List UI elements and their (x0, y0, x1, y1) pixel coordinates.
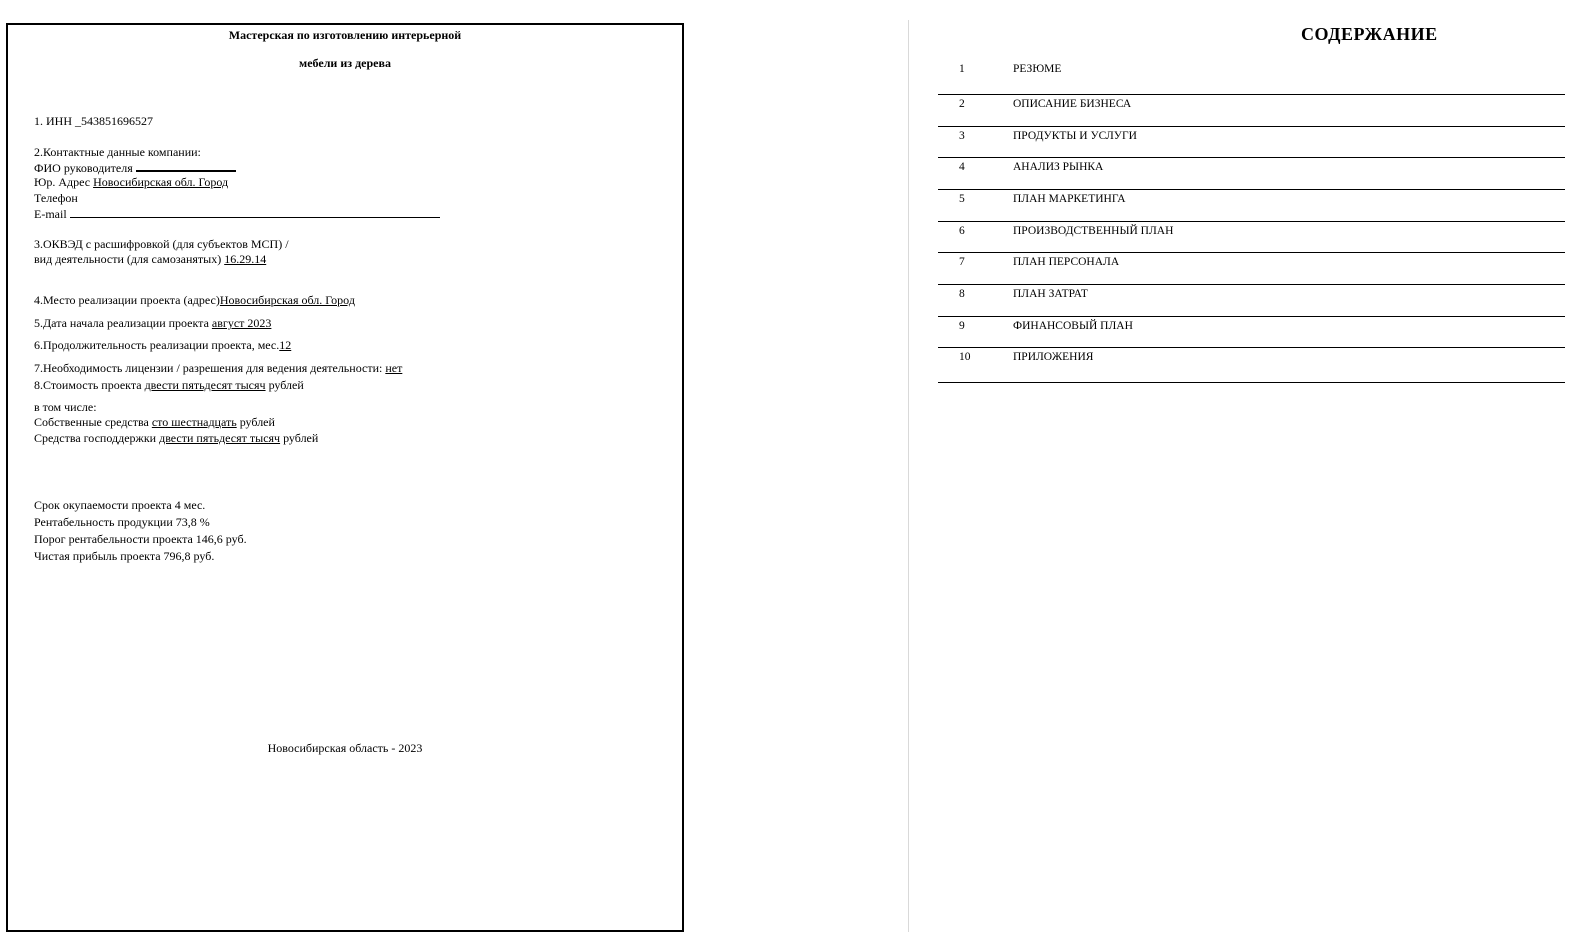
toc-row-label: ПЛАН ПЕРСОНАЛА (1013, 256, 1120, 268)
toc-row (938, 348, 1565, 383)
start-date-label: 5.Дата начала реализации проекта (34, 316, 212, 330)
own-funds-line (34, 415, 275, 430)
cost-suffix: рублей (265, 378, 304, 392)
toc-table (938, 60, 1565, 383)
toc-heading: СОДЕРЖАНИЕ (1301, 24, 1438, 44)
toc-row-number: 1 (959, 63, 965, 75)
toc-row-label: ПРОДУКТЫ И УСЛУГИ (1013, 130, 1137, 142)
state-funds-label: Средства господдержки (34, 431, 160, 445)
toc-row-label: ПЛАН ЗАТРАТ (1013, 288, 1088, 300)
okved-line1: 3.ОКВЭД с расшифровкой (для субъектов МСП) / (34, 237, 289, 251)
license-line (34, 361, 402, 376)
toc-row (938, 285, 1565, 317)
toc-row-label: ПРОИЗВОДСТВЕННЫЙ ПЛАН (1013, 225, 1174, 237)
toc-row (938, 60, 1565, 95)
toc-row (938, 127, 1565, 158)
payback-line: Срок окупаемости проекта 4 мес. (34, 498, 206, 512)
inn-value: _543851696527 (75, 114, 153, 128)
cover-footer: Новосибирская область - 2023 (267, 741, 423, 755)
start-date-line (34, 316, 271, 331)
toc-row (938, 158, 1565, 190)
toc-row-number: 9 (959, 320, 965, 332)
toc-row-number: 2 (959, 98, 965, 110)
toc-row-label: ОПИСАНИЕ БИЗНЕСА (1013, 98, 1132, 110)
state-funds-suffix: рублей (280, 431, 319, 445)
address-value: Новосибирская обл. Город (93, 175, 229, 189)
okved-value: 16.29.14 (224, 252, 267, 266)
toc-row (938, 317, 1565, 348)
cost-value: двести пятьдесят тысяч (144, 378, 266, 392)
okved-line2 (34, 252, 266, 267)
toc-row-number: 6 (959, 225, 965, 237)
own-funds-value: сто шестнадцать (151, 415, 237, 429)
inn-line (34, 114, 153, 129)
profitability-line: Рентабельность продукции 73,8 % (34, 515, 210, 529)
toc-page (909, 0, 1587, 944)
cost-label: 8.Стоимость проекта (34, 378, 145, 392)
own-funds-suffix: рублей (236, 415, 275, 429)
net-profit-line: Чистая прибыль проекта 796,8 руб. (34, 549, 215, 563)
contact-header: 2.Контактные данные компании: (34, 145, 201, 159)
including-header: в том числе: (34, 400, 97, 414)
license-label: 7.Необходимость лицензии / разрешения для ведения деятельности: (34, 361, 386, 375)
phone-line: Телефон (34, 191, 78, 205)
fio-label: ФИО руководителя (34, 161, 136, 175)
duration-label: 6.Продолжительность реализации проекта, мес. (34, 338, 280, 352)
toc-row-label: РЕЗЮМЕ (1013, 63, 1062, 75)
address-line (34, 175, 228, 190)
duration-line (34, 338, 291, 353)
inn-label: 1. ИНН (34, 114, 75, 128)
toc-row-number: 10 (959, 351, 971, 363)
toc-row-label: ПЛАН МАРКЕТИНГА (1013, 193, 1126, 205)
own-funds-label: Собственные средства (34, 415, 152, 429)
state-funds-line (34, 431, 318, 446)
fio-line (34, 160, 236, 176)
email-blank-field (70, 206, 440, 218)
threshold-line: Порог рентабельности проекта 146,6 руб. (34, 532, 247, 546)
toc-row-label: ФИНАНСОВЫЙ ПЛАН (1013, 320, 1133, 332)
location-line (34, 293, 355, 308)
email-line (34, 206, 440, 222)
email-label: E-mail (34, 207, 70, 221)
fio-blank-field (136, 160, 236, 172)
toc-row-number: 7 (959, 256, 965, 268)
toc-row-number: 3 (959, 130, 965, 142)
start-date-value: август 2023 (211, 316, 272, 330)
license-value: нет (385, 361, 403, 375)
toc-row (938, 95, 1565, 127)
toc-row (938, 253, 1565, 285)
document-title-line2: мебели из дерева (299, 56, 391, 70)
toc-row-number: 8 (959, 288, 965, 300)
cost-line (34, 378, 304, 393)
duration-value: 12 (279, 338, 292, 352)
business-plan-cover-page (6, 23, 684, 932)
location-value: Новосибирская обл. Город (219, 293, 355, 307)
location-label: 4.Место реализации проекта (адрес) (34, 293, 220, 307)
toc-row-number: 4 (959, 161, 965, 173)
toc-row-number: 5 (959, 193, 965, 205)
state-funds-value: двести пятьдесят тысяч (159, 431, 281, 445)
document-title-line1: Мастерская по изготовлению интерьерной (228, 28, 462, 42)
toc-row-label: АНАЛИЗ РЫНКА (1013, 161, 1104, 173)
toc-row (938, 190, 1565, 222)
address-label: Юр. Адрес (34, 175, 94, 189)
toc-row-label: ПРИЛОЖЕНИЯ (1013, 351, 1094, 363)
toc-row (938, 222, 1565, 253)
okved-label: вид деятельности (для самозанятых) (34, 252, 225, 266)
